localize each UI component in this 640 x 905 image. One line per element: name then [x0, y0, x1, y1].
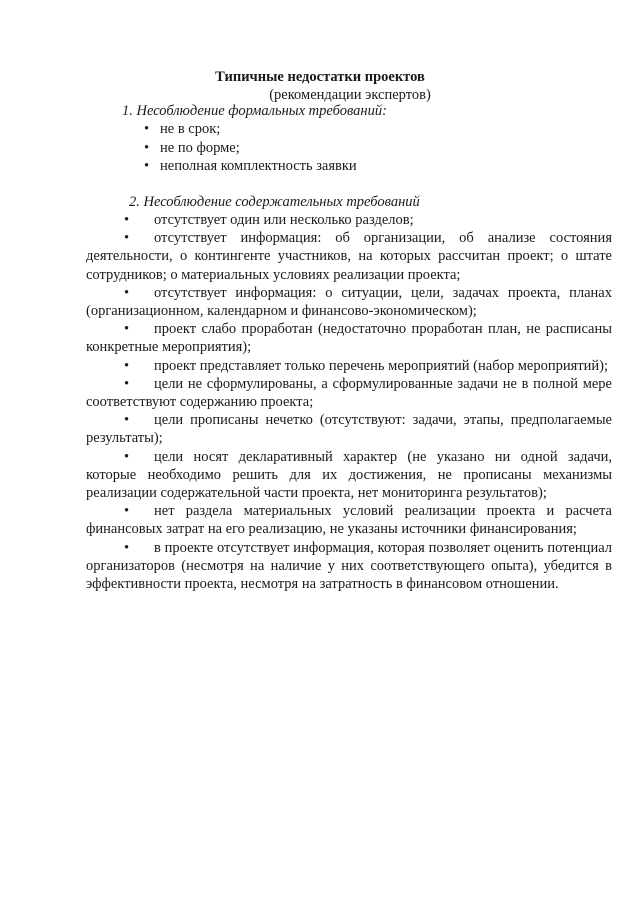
bullet-icon: • [124, 539, 130, 556]
list-item-text: отсутствует один или несколько разделов; [154, 212, 414, 228]
bullet-icon: • [124, 230, 130, 247]
list-item [86, 211, 612, 229]
bullet-icon: • [124, 412, 130, 429]
bullet-icon: • [124, 448, 130, 465]
list-item-text: проект слабо проработан (недостаточно проработан план, не расписаны конкретные мероприятия); [86, 321, 612, 356]
bullet-icon: • [124, 212, 130, 228]
list-item-text: проект представляет только перечень мероприятий (набор мероприятий); [154, 357, 608, 374]
list-item [86, 539, 612, 594]
section-2-heading: 2. Несоблюдение содержательных требований [129, 194, 420, 210]
list-item [86, 448, 612, 503]
formal-requirements-list [0, 120, 640, 176]
bullet-icon: • [124, 357, 130, 374]
list-item-text: не по форме; [160, 139, 240, 156]
bullet-icon: • [144, 121, 150, 137]
list-item [86, 357, 612, 375]
list-item-text: цели прописаны нечетко (отсутствуют: задачи, этапы, предполагаемые результаты); [86, 412, 612, 447]
list-item [0, 139, 640, 158]
bullet-icon: • [144, 158, 150, 174]
list-item [86, 320, 612, 356]
bullet-icon: • [124, 321, 130, 338]
bullet-icon: • [124, 284, 130, 301]
list-item [0, 120, 640, 139]
list-item-text: не в срок; [160, 121, 221, 137]
bullet-icon: • [124, 375, 130, 392]
document-title: Типичные недостатки проектов [215, 69, 425, 85]
list-item [86, 284, 612, 320]
list-item-text: отсутствует информация: о ситуации, цели, задачах проекта, планах (организационном, календарном и финансово-экономическом); [86, 284, 612, 320]
list-item [86, 375, 612, 411]
list-item [86, 411, 612, 447]
list-item [0, 157, 640, 176]
section-1-heading: 1. Несоблюдение формальных требований: [122, 103, 387, 119]
list-item-text: цели не сформулированы, а сформулированные задачи не в полной мере соответствуют содержанию проекта; [86, 375, 612, 411]
document-subtitle: (рекомендации экспертов) [269, 87, 431, 103]
list-item-text: неполная комплектность заявки [160, 158, 357, 174]
list-item-text: цели носят декларативный характер (не указано ни одной задачи, которые необходимо решить для их достижения, не прописаны механизмы реализации содержательной части проекта, нет мониторинга результатов); [86, 448, 612, 502]
bullet-icon: • [144, 139, 150, 156]
list-item [86, 502, 612, 538]
list-item-text: отсутствует информация: об организации, об анализе состояния деятельности, о контингенте участников, на которых рассчитан проект; о штате сотрудников; о материальных условиях реализации проекта; [86, 230, 612, 283]
list-item-text: нет раздела материальных условий реализации проекта и расчета финансовых затрат на его реализацию, не указаны источники финансирования; [86, 503, 612, 538]
list-item-text: в проекте отсутствует информация, которая позволяет оценить потенциал организаторов (несмотря на наличие у них соответствующего опыта), убедится в эффективности проекта, несмотря на затратность в финансовом отношении. [86, 539, 612, 593]
list-item [86, 229, 612, 284]
content-requirements-list [86, 211, 612, 593]
bullet-icon: • [124, 503, 130, 520]
